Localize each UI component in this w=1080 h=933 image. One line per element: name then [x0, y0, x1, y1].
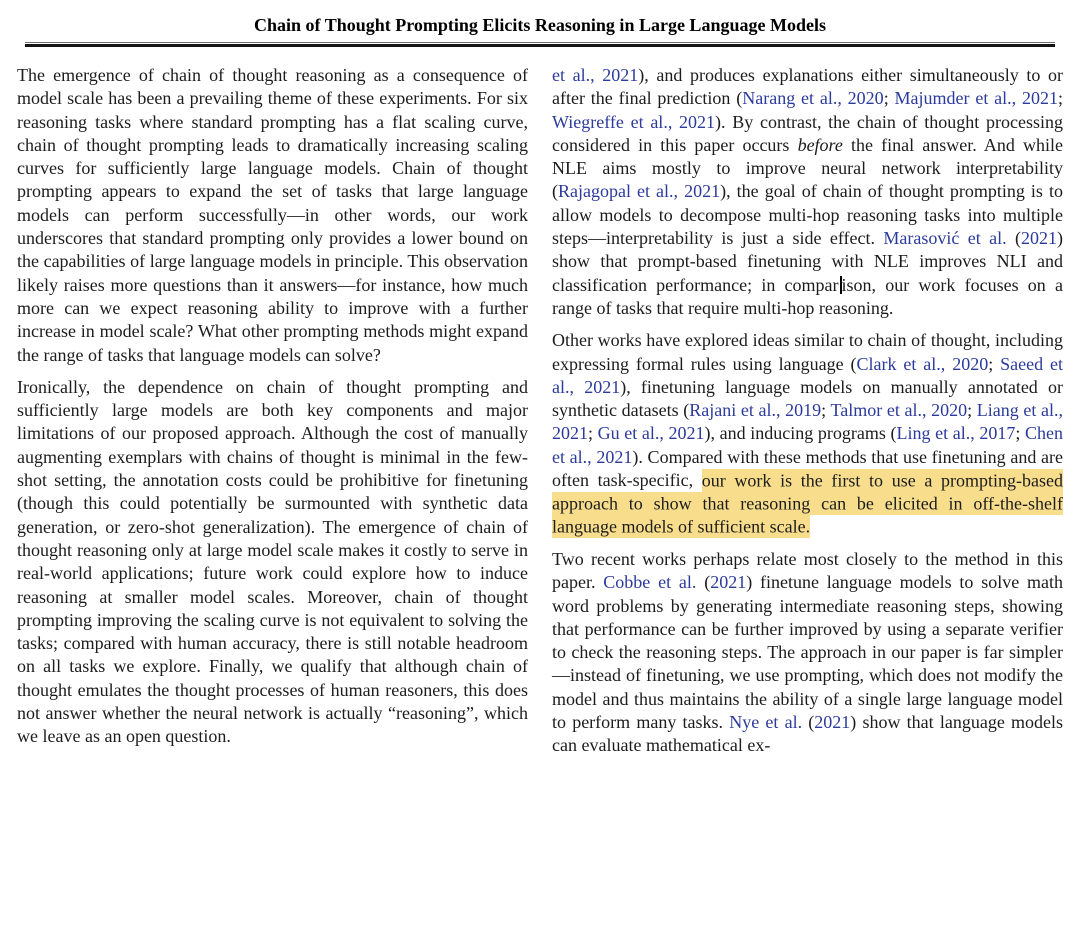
text-run: ison, our work focuses on a range of tasks that require multi-hop reasoning. — [552, 274, 1063, 318]
citation-link[interactable]: Liang et al., 2021 — [552, 400, 1063, 444]
citation-link[interactable]: Gu et al., 2021 — [597, 423, 705, 444]
text-run: ), and produces explanations either simultaneously to or after the final prediction ( — [552, 65, 1063, 109]
citation-link[interactable]: 2021 — [1021, 228, 1058, 249]
highlighted-text: our work is the first to use a prompting-based approach to show that reasoning can be elicited in off-the-shelf language models of sufficient scale. — [552, 470, 1063, 537]
two-column-body — [17, 64, 1063, 767]
text-run: ; — [988, 353, 1001, 374]
text-run: ), the goal of chain of thought prompting is to allow models to decompose multi-hop reasoning tasks into multiple steps—interpretability is just a side effect. — [552, 181, 1063, 249]
text-run: ; — [588, 423, 598, 444]
citation-link[interactable]: Clark et al., 2020 — [856, 353, 989, 374]
left-column — [17, 64, 528, 767]
text-run: ) show that prompt-based finetuning with NLE improves NLI and classification performance; in compar — [552, 228, 1064, 295]
text-run: the final answer. And while NLE aims mostly to improve neural network interpretability ( — [552, 134, 1063, 202]
right-column — [552, 64, 1063, 767]
citation-link[interactable]: 2021 — [710, 572, 747, 593]
text-run: ), finetuning language models on manually annotated or synthetic datasets ( — [552, 376, 1064, 421]
citation-link[interactable]: Nye et al. — [729, 712, 803, 733]
page-header — [25, 14, 1055, 47]
paragraph-related-work-3 — [552, 548, 1063, 758]
text-run: ; — [1057, 88, 1063, 109]
text-run: Two recent works perhaps relate most closely to the method in this paper. — [552, 548, 1063, 593]
citation-link[interactable]: et al., 2021 — [552, 65, 639, 85]
citation-link[interactable]: Marasović et al. — [883, 228, 1007, 249]
text-run: ). By contrast, the chain of thought processing considered in this paper occurs — [552, 111, 1063, 155]
citation-link[interactable]: Ling et al., 2017 — [896, 423, 1016, 444]
citation-link[interactable]: Cobbe et al. — [603, 572, 697, 593]
text-run: ( — [802, 712, 815, 733]
text-run: ; — [883, 88, 895, 109]
header-rule-thick — [25, 44, 1055, 47]
paragraph-discussion-1 — [17, 64, 528, 367]
citation-link[interactable]: Rajagopal et al., 2021 — [558, 181, 721, 202]
text-run: ; — [967, 400, 977, 421]
paragraph-related-work-2 — [552, 329, 1063, 539]
text-run: ), and inducing programs ( — [704, 423, 897, 444]
text-run: ( — [696, 572, 711, 593]
citation-link[interactable]: Rajani et al., 2019 — [689, 400, 822, 421]
citation-link[interactable]: Saeed et al., 2021 — [552, 353, 1064, 397]
text-run: The emergence of chain of thought reasoning as a consequence of model scale has been a prevailing theme of these experiments. For six reasoning tasks where standard prompting has a flat scaling curve, chain of thought prompting leads to dramatically increasing scaling curves for sufficiently large language models. Chain of thought prompting appears to expand the set of tasks that large language models can perform successfully—in other words, our work underscores that standard prompting only provides a lower bound on the capabilities of large language models in principle. This observation likely raises more questions than it answers—for instance, how much more can we expect reasoning ability to improve with a further increase in model scale? What other prompting methods might expand the range of tasks that language models can solve? — [17, 65, 528, 365]
text-run: ( — [1006, 228, 1022, 249]
paragraph-discussion-2 — [17, 376, 528, 749]
text-run: Ironically, the dependence on chain of thought prompting and sufficiently large models are both key components and major limitations of our proposed approach. Although the cost of manually augmenting exemplars with chains of thought is minimal in the few-shot setting, the annotation costs could be prohibitive for finetuning (though this could potentially be surmounted with synthetic data generation, or zero-shot generalization). The emergence of chain of thought reasoning only at large model scale makes it costly to serve in real-world applications; future work could explore how to induce reasoning at smaller model scales. Moreover, chain of thought prompting improving the scaling curve is not equivalent to solving the tasks; compared with human accuracy, there is still notable headroom on all tasks we explore. Finally, we qualify that although chain of thought emulates the thought processes of human reasoners, this does not answer whether the neural network is actually “reasoning”, which we leave as an open question. — [17, 376, 528, 747]
text-run: ; — [1015, 423, 1025, 444]
citation-link[interactable]: Narang et al., 2020 — [742, 88, 884, 109]
citation-link[interactable]: 2021 — [814, 712, 851, 733]
emphasis-text: before — [797, 134, 843, 155]
running-head-title: Chain of Thought Prompting Elicits Reasoning in Large Language Models — [254, 15, 826, 35]
citation-link[interactable]: Wiegreffe et al., 2021 — [552, 111, 716, 132]
citation-link[interactable]: Majumder et al., 2021 — [894, 88, 1058, 109]
text-run: ) finetune language models to solve math word problems by generating intermediate reasoning steps, showing that performance can be further improved by using a separate verifier to check the reasoning steps. The approach in our paper is far simpler—instead of finetuning, we use prompting, which does not modify the model and thus maintains the ability of a single large language model to perform many tasks. — [552, 572, 1064, 733]
paragraph-related-work-1 — [552, 64, 1063, 320]
text-run: ; — [821, 400, 831, 421]
citation-link[interactable]: Talmor et al., 2020 — [830, 400, 968, 421]
citation-link[interactable]: Chen et al., 2021 — [552, 423, 1063, 467]
text-run: ) show that language models can evaluate mathematical ex- — [552, 712, 1063, 756]
text-run: ). Compared with these methods that use finetuning and are often task-specific, — [552, 446, 1064, 491]
text-run: Other works have explored ideas similar to chain of thought, including expressing formal rules using language ( — [552, 330, 1063, 374]
